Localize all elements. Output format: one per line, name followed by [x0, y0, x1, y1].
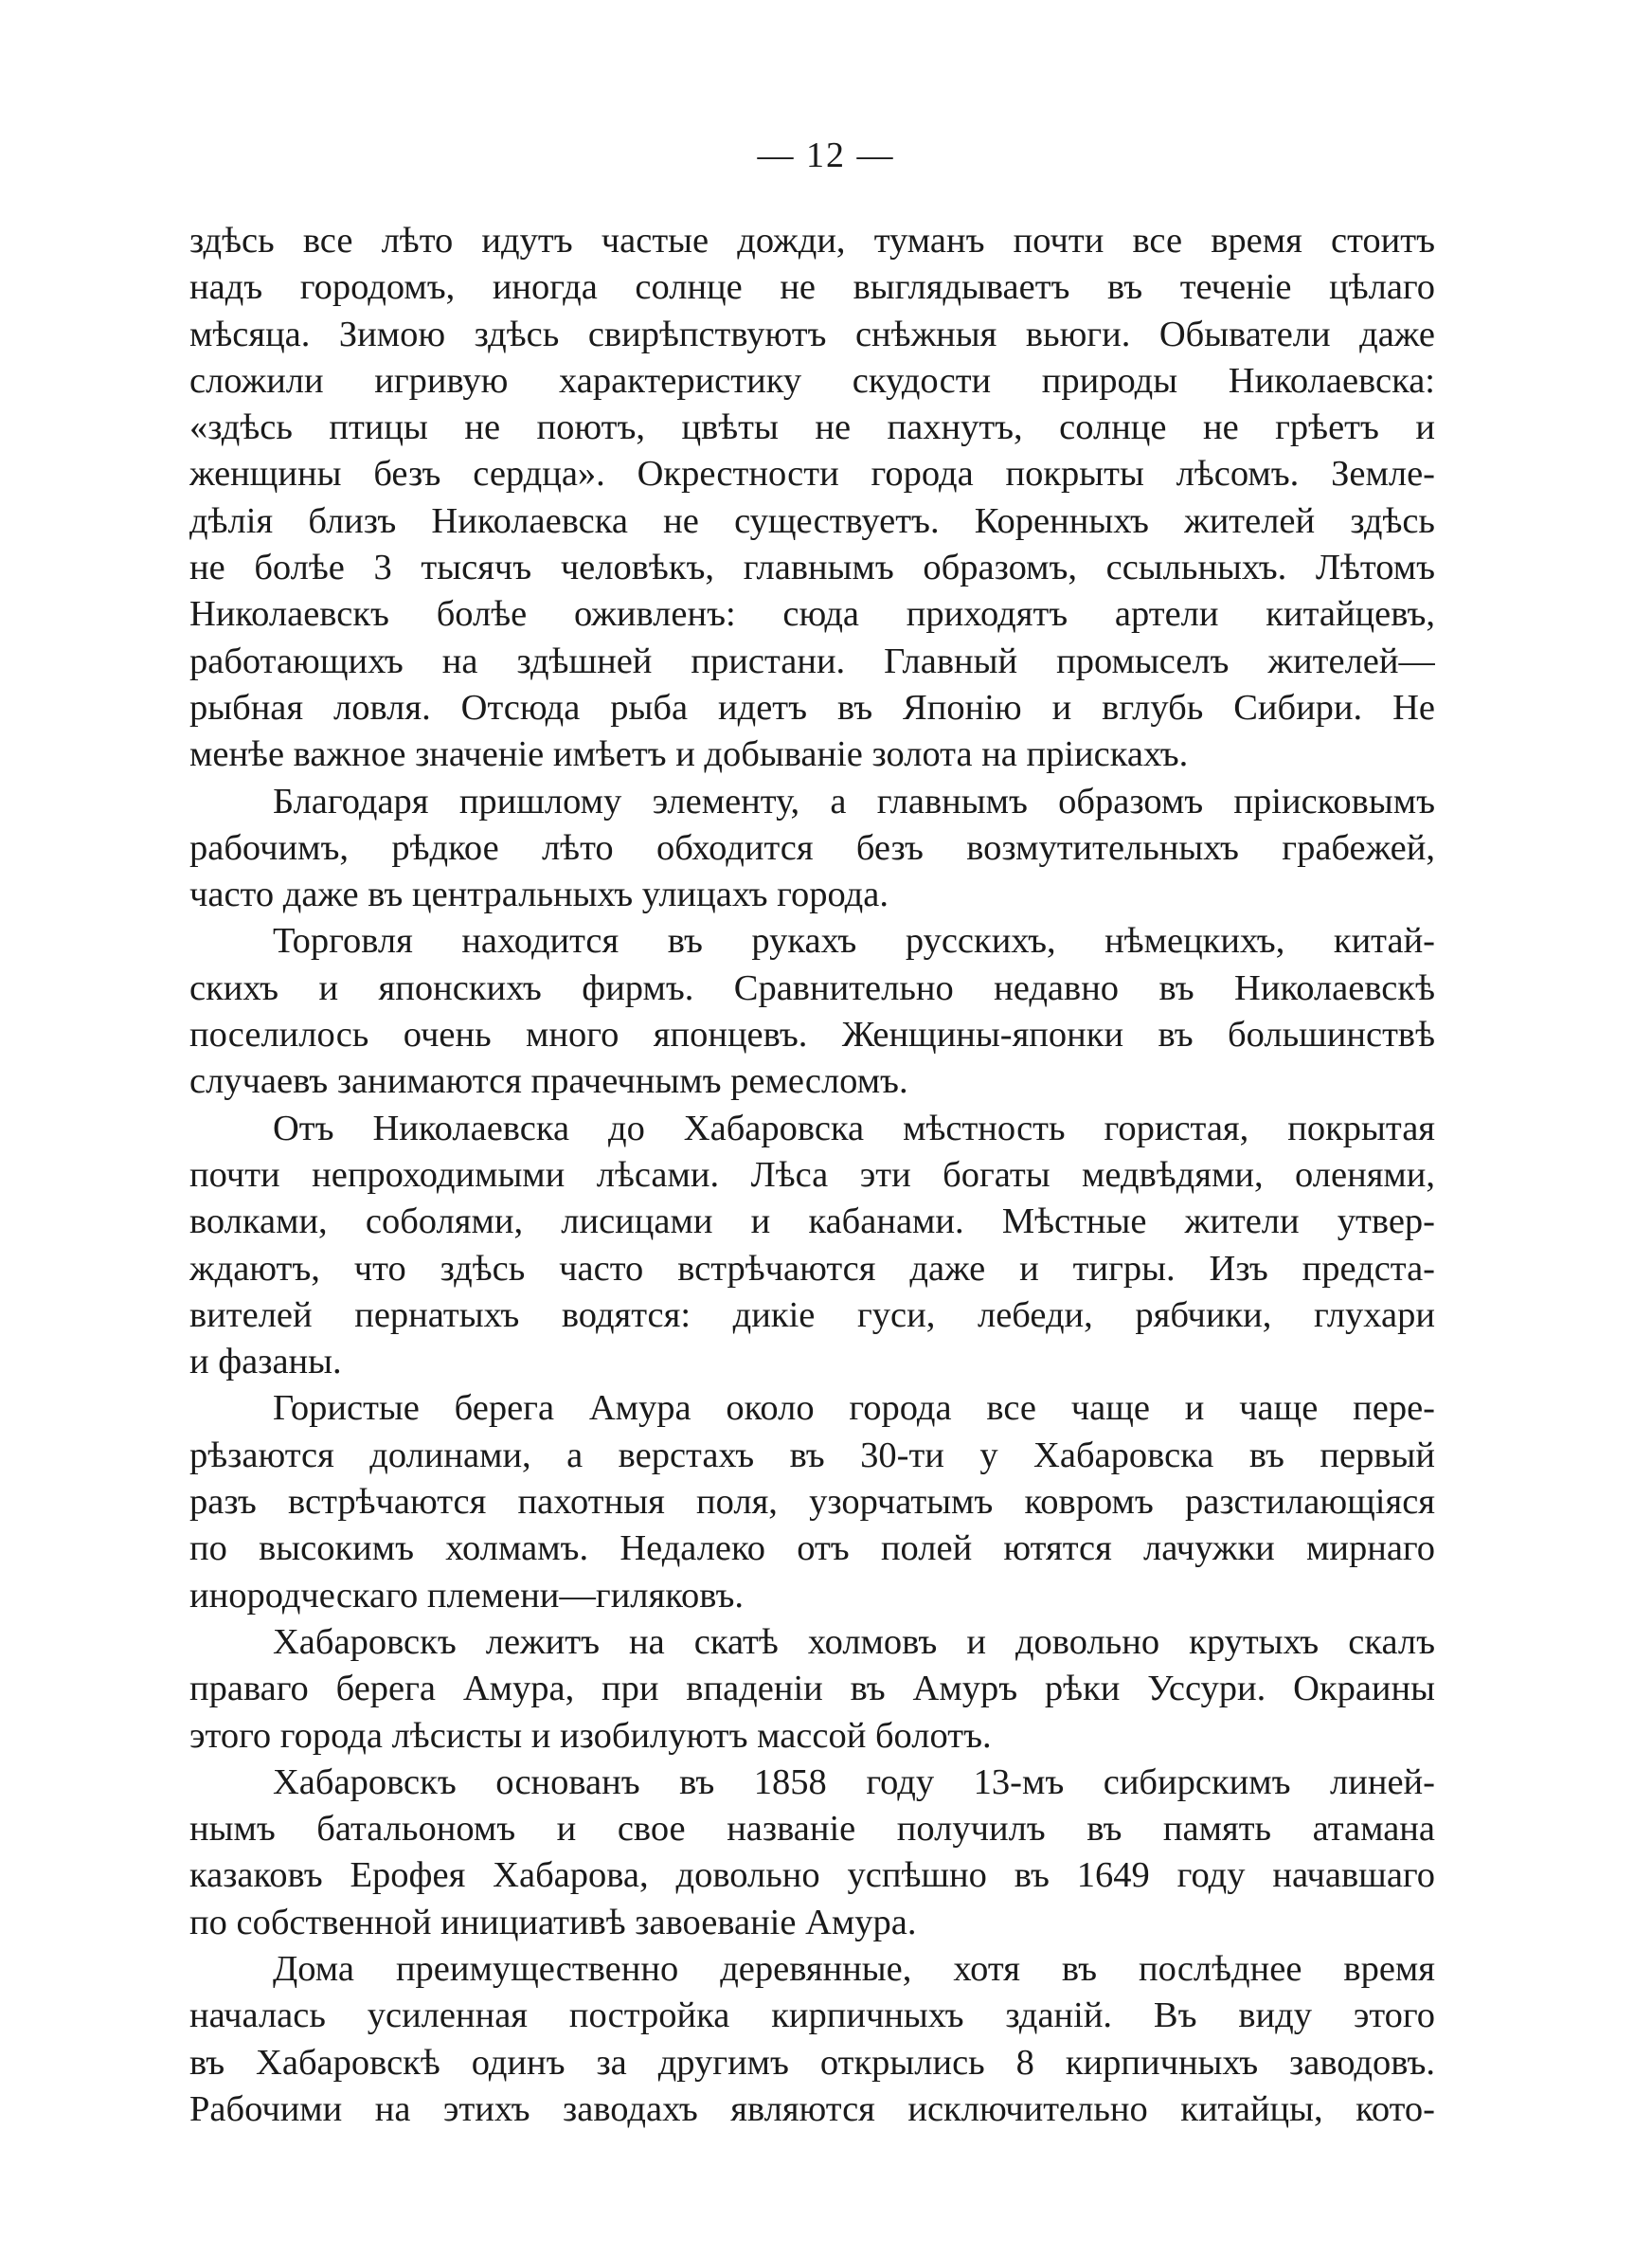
text-line: ждаютъ, что здѣсь часто встрѣчаются даже и тигры. Изъ предста- [189, 1248, 1435, 1289]
body-text [189, 218, 1435, 2133]
text-line: здѣсь все лѣто идутъ частые дожди, туманъ почти все время стоитъ [189, 221, 1435, 261]
text-line: менѣе важное значеніе имѣетъ и добываніе золота на пріискахъ. [189, 734, 1189, 775]
text-line: сложили игривую характеристику скудости природы Николаевска: [189, 360, 1435, 401]
text-line: началась усиленная постройка кирпичныхъ зданій. Въ виду этого [189, 1995, 1435, 2036]
text-line: Благодаря пришлому элементу, а главнымъ образомъ пріисковымъ [273, 781, 1435, 822]
text-line: инородческаго племени—гиляковъ. [189, 1575, 744, 1616]
text-line: дѣлія близъ Николаевска не существуетъ. Коренныхъ жителей здѣсь [189, 500, 1435, 541]
text-line: и фазаны. [189, 1342, 342, 1382]
text-line: почти непроходимыми лѣсами. Лѣса эти богаты медвѣдями, оленями, [189, 1154, 1435, 1195]
text-line: Хабаровскъ лежитъ на скатѣ холмовъ и довольно крутыхъ скалъ [273, 1621, 1435, 1662]
text-line: Хабаровскъ основанъ въ 1858 году 13-мъ сибирскимъ линей- [273, 1761, 1435, 1802]
text-line: вителей пернатыхъ водятся: дикіе гуси, лебеди, рябчики, глухари [189, 1294, 1435, 1335]
text-line: волками, соболями, лисицами и кабанами. Мѣстные жители утвер- [189, 1201, 1435, 1242]
text-line: не болѣе 3 тысячъ человѣкъ, главнымъ образомъ, ссыльныхъ. Лѣтомъ [189, 548, 1435, 588]
text-line: въ Хабаровскѣ одинъ за другимъ открылись 8 кирпичныхъ заводовъ. [189, 2042, 1435, 2083]
text-line: случаевъ занимаются прачечнымъ ремесломъ. [189, 1061, 908, 1102]
text-line: рабочимъ, рѣдкое лѣто обходится безъ возмутительныхъ грабежей, [189, 827, 1435, 868]
text-line: Николаевскъ болѣе оживленъ: сюда приходятъ артели китайцевъ, [189, 594, 1435, 635]
text-line: по высокимъ холмамъ. Недалеко отъ полей ютятся лачужки мирнаго [189, 1528, 1435, 1569]
text-line: казаковъ Ерофея Хабарова, довольно успѣшно въ 1649 году начавшаго [189, 1855, 1435, 1896]
text-line: рыбная ловля. Отсюда рыба идетъ въ Японію и вглубь Сибири. Не [189, 687, 1435, 728]
text-line: скихъ и японскихъ фирмъ. Сравнительно недавно въ Николаевскѣ [189, 967, 1435, 1008]
text-line: часто даже въ центральныхъ улицахъ города. [189, 875, 889, 915]
text-line: Гористые берега Амура около города все чаще и чаще пере- [273, 1388, 1435, 1429]
text-line: поселилось очень много японцевъ. Женщины-японки въ большинствѣ [189, 1015, 1435, 1056]
text-line: рѣзаются долинами, а верстахъ въ 30-ти у Хабаровска въ первый [189, 1435, 1435, 1475]
text-line: Дома преимущественно деревянные, хотя въ послѣднее время [273, 1948, 1435, 1989]
text-line: Торговля находится въ рукахъ русскихъ, нѣмецкихъ, китай- [273, 921, 1435, 962]
text-line: Отъ Николаевска до Хабаровска мѣстность гористая, покрытая [273, 1108, 1435, 1148]
text-line: мѣсяца. Зимою здѣсь свирѣпствуютъ снѣжныя вьюги. Обыватели даже [189, 314, 1435, 354]
text-line: надъ городомъ, иногда солнце не выглядываетъ въ теченіе цѣлаго [189, 267, 1435, 308]
text-line: праваго берега Амура, при впаденіи въ Амуръ рѣки Уссури. Окраины [189, 1669, 1435, 1709]
text-line: работающихъ на здѣшней пристани. Главный промыселъ жителей— [189, 641, 1435, 681]
text-line: «здѣсь птицы не поютъ, цвѣты не пахнутъ, солнце не грѣетъ и [189, 407, 1435, 448]
page-number: — 12 — [757, 135, 895, 175]
text-line: Рабочими на этихъ заводахъ являются исключительно китайцы, кото- [189, 2088, 1435, 2129]
text-line: по собственной инициативѣ завоеваніе Амура. [189, 1902, 917, 1942]
text-line: женщины безъ сердца». Окрестности города покрыты лѣсомъ. Земле- [189, 454, 1435, 495]
text-line: нымъ батальономъ и свое названіе получилъ въ память атамана [189, 1809, 1435, 1850]
text-line: этого города лѣсисты и изобилуютъ массой болотъ. [189, 1715, 992, 1756]
text-line: разъ встрѣчаются пахотныя поля, узорчатымъ ковромъ разстилающіяся [189, 1482, 1435, 1523]
